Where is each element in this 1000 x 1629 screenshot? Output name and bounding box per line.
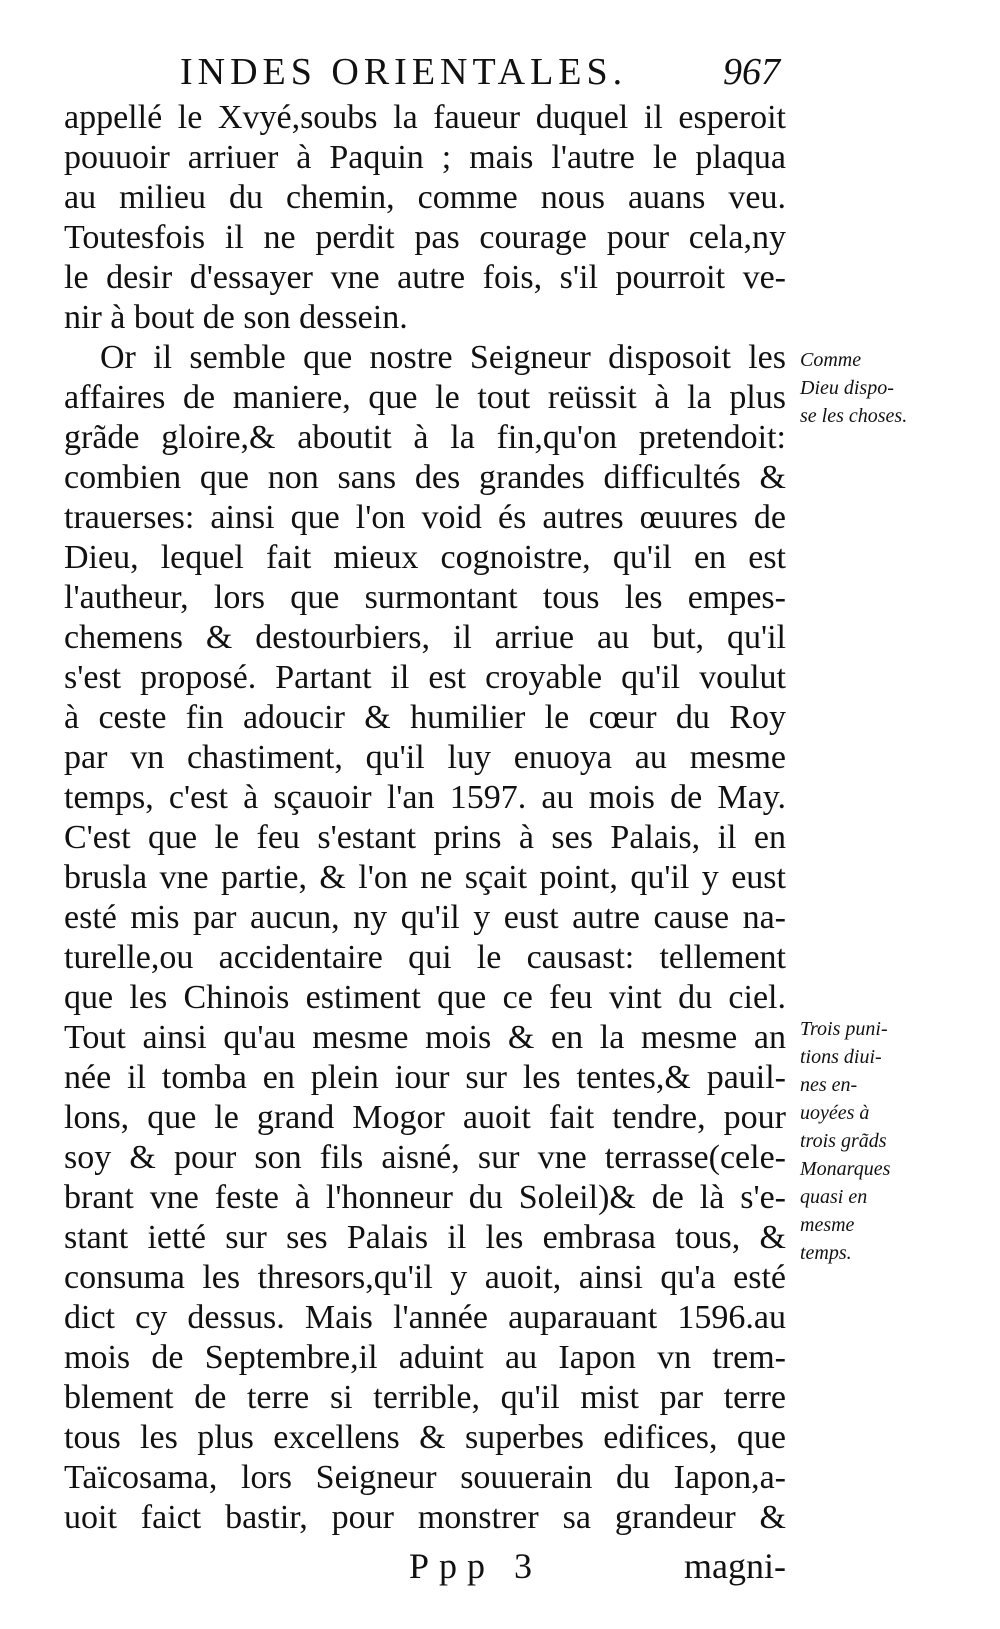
text-line: consuma les thresors,qu'il y auoit, ainsi qu'a esté	[64, 1259, 786, 1296]
text-line: dict cy dessus. Mais l'année auparauant 1596.au	[64, 1299, 786, 1336]
marginal-note-line: temps.	[800, 1242, 852, 1264]
text-line: brusla vne partie, & l'on ne sçait point, qu'il y eust	[64, 859, 786, 896]
text-line: blement de terre si terrible, qu'il mist par terre	[64, 1379, 786, 1416]
text-line: s'est proposé. Partant il est croyable qu'il voulut	[64, 659, 786, 696]
main-text	[64, 98, 786, 1538]
text-line: Dieu, lequel fait mieux cognoistre, qu'il en est	[64, 539, 786, 576]
text-line: grãde gloire,& aboutit à la fin,qu'on pretendoit:	[64, 419, 786, 456]
text-line: turelle,ou accidentaire qui le causast: tellement	[64, 939, 786, 976]
marginal-note-line: uoyées à	[800, 1102, 870, 1124]
page-footer	[64, 1545, 786, 1589]
marginal-note-line: se les choses.	[800, 405, 908, 427]
text-line: Tout ainsi qu'au mesme mois & en la mesme an	[64, 1019, 786, 1056]
text-line: stant ietté sur ses Palais il les embrasa tous, &	[64, 1219, 786, 1256]
text-line: Or il semble que nostre Seigneur disposoit les	[100, 339, 786, 376]
marginal-note-line: Trois puni-	[800, 1018, 888, 1040]
text-line: au milieu du chemin, comme nous auans veu.	[64, 179, 786, 216]
signature-mark: Ppp 3	[409, 1546, 543, 1586]
marginal-note-line: trois grãds	[800, 1130, 887, 1152]
text-line: chemens & destourbiers, il arriue au but, qu'il	[64, 619, 786, 656]
text-line: soy & pour son fils aisné, sur vne terrasse(cele-	[64, 1139, 786, 1176]
text-line: mois de Septembre,il aduint au Iapon vn trem-	[64, 1339, 786, 1376]
text-line: le desir d'essayer vne autre fois, s'il pourroit ve-	[64, 259, 786, 296]
text-line: Taïcosama, lors Seigneur souuerain du Iapon,a-	[64, 1459, 786, 1496]
text-line: lons, que le grand Mogor auoit fait tendre, pour	[64, 1099, 786, 1136]
marginal-note	[800, 1015, 940, 1267]
text-line: nir à bout de son dessein.	[64, 299, 408, 336]
running-title: INDES ORIENTALES.	[180, 51, 628, 93]
page-number: 967	[723, 51, 780, 93]
text-line: née il tomba en plein iour sur les tentes,& pauil-	[64, 1059, 786, 1096]
running-head	[60, 50, 780, 100]
text-line: temps, c'est à sçauoir l'an 1597. au mois de May.	[64, 779, 786, 816]
marginal-note-line: quasi en	[800, 1186, 868, 1208]
marginal-note-line: mesme	[800, 1214, 855, 1236]
marginal-note-line: Monarques	[800, 1158, 891, 1180]
marginal-note-line: nes en-	[800, 1074, 858, 1096]
text-line: esté mis par aucun, ny qu'il y eust autre cause na-	[64, 899, 786, 936]
marginal-note-line: Dieu dispo-	[800, 377, 894, 399]
text-line: affaires de maniere, que le tout reüssit à la plus	[64, 379, 786, 416]
text-line: Toutesfois il ne perdit pas courage pour cela,ny	[64, 219, 786, 256]
text-line: appellé le Xvyé,soubs la faueur duquel il esperoit	[64, 99, 786, 136]
catchword: magni-	[684, 1546, 786, 1586]
text-line: trauerses: ainsi que l'on void és autres œuures de	[64, 499, 786, 536]
text-line: C'est que le feu s'estant prins à ses Palais, il en	[64, 819, 786, 856]
marginal-note-line: Comme	[800, 349, 862, 371]
text-line: combien que non sans des grandes difficultés &	[64, 459, 786, 496]
text-line: par vn chastiment, qu'il luy enuoya au mesme	[64, 739, 786, 776]
text-line: à ceste fin adoucir & humilier le cœur du Roy	[64, 699, 786, 736]
marginal-note-line: tions diui-	[800, 1046, 882, 1068]
text-line: tous les plus excellens & superbes edifices, que	[64, 1419, 786, 1456]
text-line: l'autheur, lors que surmontant tous les empes-	[64, 579, 786, 616]
text-line: uoit faict bastir, pour monstrer sa grandeur &	[64, 1499, 786, 1536]
text-line: pouuoir arriuer à Paquin ; mais l'autre le plaqua	[64, 139, 786, 176]
text-line: brant vne feste à l'honneur du Soleil)& de là s'e-	[64, 1179, 786, 1216]
marginal-note	[800, 346, 940, 430]
text-line: que les Chinois estiment que ce feu vint du ciel.	[64, 979, 786, 1016]
